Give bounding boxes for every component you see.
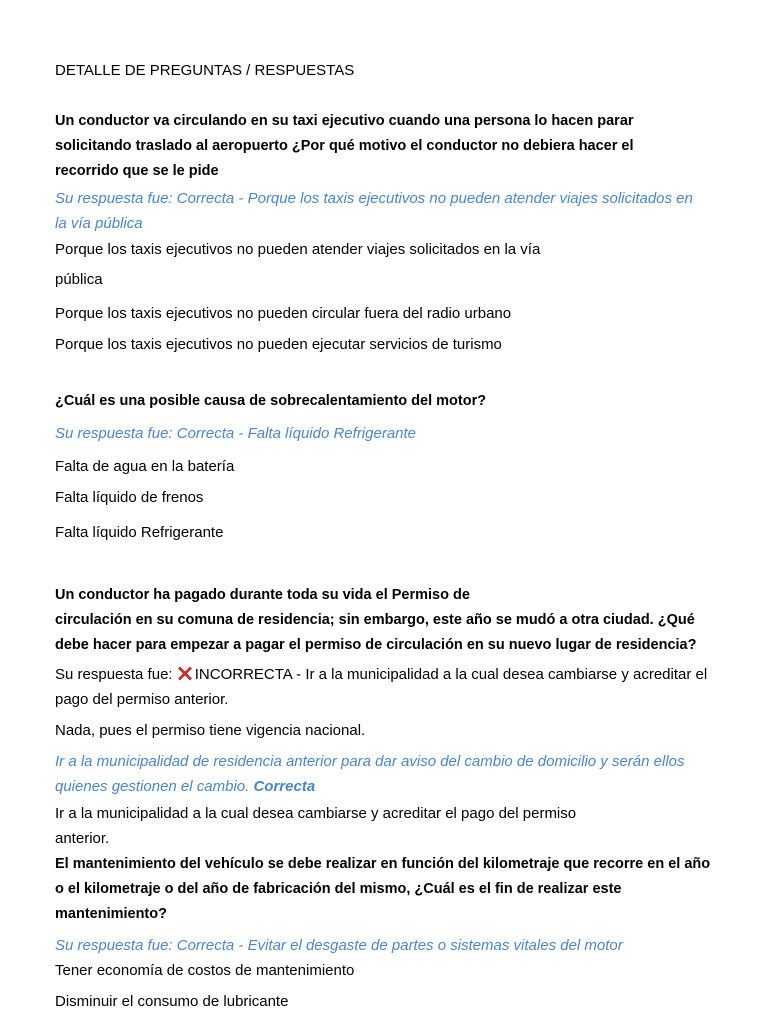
answer-3-line-1 [55, 662, 707, 687]
question-2: ¿Cuál es una posible causa de sobrecalentamiento del motor? [55, 393, 487, 409]
option-1-3: Porque los taxis ejecutivos no pueden ejecutar servicios de turismo [55, 336, 502, 353]
option-2-1: Falta de agua en la batería [55, 458, 235, 475]
answer-1-line-1: Su respuesta fue: Correcta - Porque los taxis ejecutivos no pueden atender viajes solicitados en [55, 190, 693, 207]
question-3-line-2: circulación en su comuna de residencia; sin embargo, este año se mudó a otra ciudad. ¿Qué [55, 612, 695, 628]
option-4-1: Tener economía de costos de mantenimiento [55, 962, 355, 979]
option-2-3: Falta líquido Refrigerante [55, 524, 224, 541]
x-mark-icon [177, 664, 193, 680]
question-1-line-3: recorrido que se le pide [55, 163, 219, 179]
option-3-2-line-1: Ir a la municipalidad de residencia anterior para dar aviso del cambio de domicilio y serán ellos [55, 753, 685, 770]
document-header: DETALLE DE PREGUNTAS / RESPUESTAS [55, 62, 355, 79]
question-4-line-1: El mantenimiento del vehículo se debe realizar en función del kilometraje que recorre en el año [55, 856, 711, 872]
question-1-line-1: Un conductor va circulando en su taxi ejecutivo cuando una persona lo hacen parar [55, 113, 634, 129]
answer-3-line-2: pago del permiso anterior. [55, 691, 229, 708]
option-2-2: Falta líquido de frenos [55, 489, 204, 506]
option-3-2-text: quienes gestionen el cambio. [55, 778, 250, 795]
option-4-2: Disminuir el consumo de lubricante [55, 993, 289, 1010]
option-3-3-line-2: anterior. [55, 830, 110, 847]
question-1-line-2: solicitando traslado al aeropuerto ¿Por qué motivo el conductor no debiera hacer el [55, 138, 634, 154]
option-1-2: Porque los taxis ejecutivos no pueden circular fuera del radio urbano [55, 305, 512, 322]
option-1-1-line-1: Porque los taxis ejecutivos no pueden atender viajes solicitados en la vía [55, 241, 541, 258]
option-3-1: Nada, pues el permiso tiene vigencia nacional. [55, 722, 366, 739]
correct-label: Correcta [253, 778, 316, 795]
question-3-line-3: debe hacer para empezar a pagar el permiso de circulación en su nuevo lugar de residencia? [55, 637, 697, 653]
answer-2: Su respuesta fue: Correcta - Falta líquido Refrigerante [55, 425, 417, 442]
option-1-1-line-2: pública [55, 271, 103, 288]
answer-1-line-2: la vía pública [55, 215, 143, 232]
question-3-line-1: Un conductor ha pagado durante toda su vida el Permiso de [55, 587, 470, 603]
answer-3-status: INCORRECTA [194, 666, 292, 683]
answer-3-rest: - Ir a la municipalidad a la cual desea cambiarse y acreditar el [291, 666, 708, 683]
question-4-line-2: o el kilometraje o del año de fabricación del mismo, ¿Cuál es el fin de realizar este [55, 881, 622, 897]
question-4-line-3: mantenimiento? [55, 906, 167, 922]
option-3-3-line-1: Ir a la municipalidad a la cual desea cambiarse y acreditar el pago del permiso [55, 805, 577, 822]
answer-4: Su respuesta fue: Correcta - Evitar el desgaste de partes o sistemas vitales del motor [55, 937, 623, 954]
option-3-2-line-2 [55, 774, 315, 799]
answer-3-prefix: Su respuesta fue: [55, 666, 173, 683]
